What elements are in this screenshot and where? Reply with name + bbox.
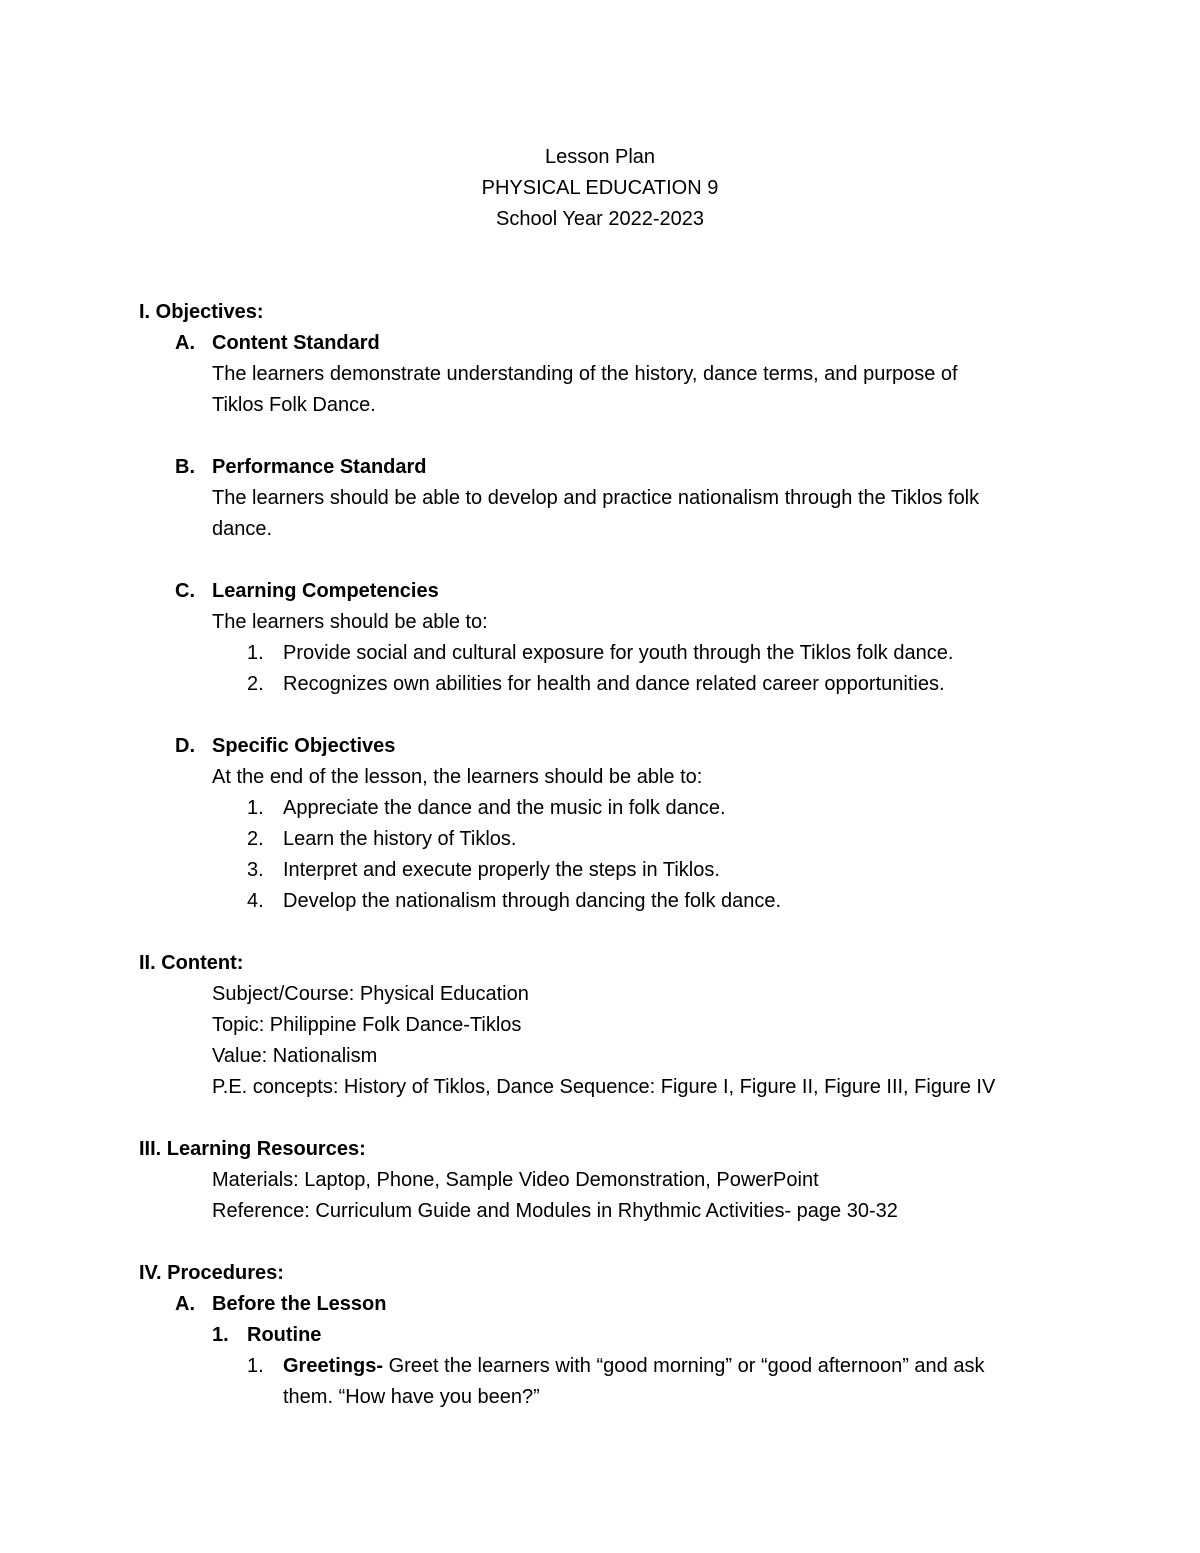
list-item: [0, 638, 1200, 669]
content-line: Topic: Philippine Folk Dance-Tiklos: [212, 1014, 522, 1036]
list-item-text: Interpret and execute properly the steps in Tiklos.: [283, 859, 720, 881]
list-marker: A.: [175, 1293, 195, 1315]
list-marker: D.: [175, 735, 195, 757]
title-block: [0, 142, 1200, 235]
learning-competencies-heading: [0, 576, 1200, 607]
list-item: [0, 793, 1200, 824]
list-item-text: Provide social and cultural exposure for youth through the Tiklos folk dance.: [283, 642, 954, 664]
list-marker: 2.: [247, 673, 264, 695]
list-marker: 1.: [212, 1324, 229, 1346]
performance-standard-heading: [0, 452, 1200, 483]
resources-line: Materials: Laptop, Phone, Sample Video Demonstration, PowerPoint: [212, 1169, 819, 1191]
routine-heading: [0, 1320, 1200, 1351]
list-marker: 3.: [247, 859, 264, 881]
section-heading-content: II. Content:: [139, 952, 244, 974]
list-marker: 4.: [247, 890, 264, 912]
specific-objectives-intro: At the end of the lesson, the learners should be able to:: [212, 766, 703, 788]
before-lesson-title: Before the Lesson: [212, 1293, 387, 1315]
specific-objectives-heading: [0, 731, 1200, 762]
performance-standard-title: Performance Standard: [212, 456, 427, 478]
routine-title: Routine: [247, 1324, 322, 1346]
learning-competencies-title: Learning Competencies: [212, 580, 439, 602]
content-standard-text-line: The learners demonstrate understanding of the history, dance terms, and purpose of: [212, 363, 958, 385]
learning-competencies-intro: The learners should be able to:: [212, 611, 488, 633]
content-standard-title: Content Standard: [212, 332, 380, 354]
section-heading-procedures: IV. Procedures:: [139, 1262, 284, 1284]
list-marker: 1.: [247, 1355, 264, 1377]
list-item: [0, 855, 1200, 886]
document-title: Lesson Plan: [544, 146, 656, 168]
greetings-label: Greetings-: [283, 1355, 384, 1377]
list-marker: A.: [175, 332, 195, 354]
before-lesson-heading: [0, 1289, 1200, 1320]
list-item-text: Develop the nationalism through dancing the folk dance.: [283, 890, 782, 912]
list-marker: 1.: [247, 642, 264, 664]
list-marker: C.: [175, 580, 195, 602]
list-item: [0, 886, 1200, 917]
list-marker: 1.: [247, 797, 264, 819]
list-item-text: Recognizes own abilities for health and dance related career opportunities.: [283, 673, 945, 695]
content-line: Value: Nationalism: [212, 1045, 378, 1067]
list-item-text: Learn the history of Tiklos.: [283, 828, 517, 850]
specific-objectives-title: Specific Objectives: [212, 735, 396, 757]
performance-standard-text-line: dance.: [212, 518, 273, 540]
content-line: P.E. concepts: History of Tiklos, Dance Sequence: Figure I, Figure II, Figure III, Figure IV: [212, 1076, 996, 1098]
list-marker: 2.: [247, 828, 264, 850]
list-marker: B.: [175, 456, 195, 478]
content-line: Subject/Course: Physical Education: [212, 983, 529, 1005]
greetings-text: Greet the learners with “good morning” or “good afternoon” and ask: [383, 1355, 985, 1377]
content-standard-text-line: Tiklos Folk Dance.: [212, 394, 376, 416]
performance-standard-text-line: The learners should be able to develop and practice nationalism through the Tiklos folk: [212, 487, 980, 509]
subject-title: PHYSICAL EDUCATION 9: [481, 177, 719, 199]
school-year: School Year 2022-2023: [496, 208, 704, 230]
section-heading-resources: III. Learning Resources:: [139, 1138, 366, 1160]
greetings-item: [0, 1351, 1200, 1382]
list-item: [0, 669, 1200, 700]
content-standard-heading: [0, 328, 1200, 359]
resources-line: Reference: Curriculum Guide and Modules in Rhythmic Activities- page 30-32: [212, 1200, 898, 1222]
section-heading-objectives: I. Objectives:: [139, 301, 264, 323]
list-item: [0, 824, 1200, 855]
list-item-text: Appreciate the dance and the music in folk dance.: [283, 797, 726, 819]
greetings-continuation: them. “How have you been?”: [283, 1386, 540, 1408]
document-body: [0, 297, 1200, 1413]
